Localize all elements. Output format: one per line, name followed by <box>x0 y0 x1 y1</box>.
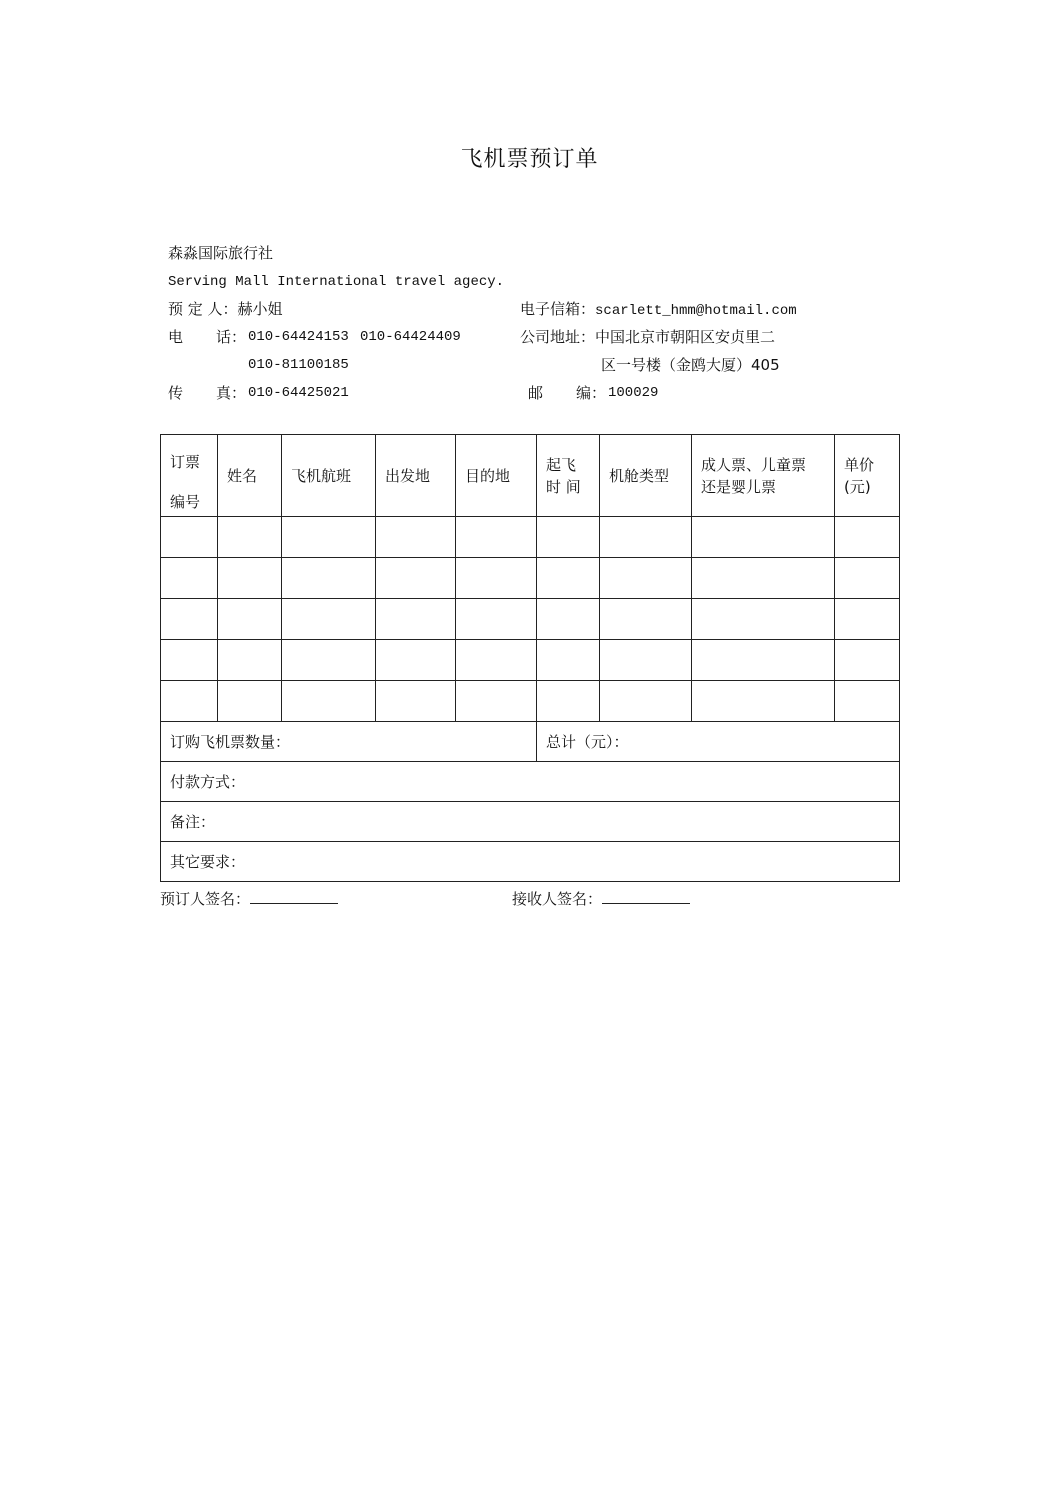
table-row <box>161 517 900 558</box>
table-row <box>161 558 900 599</box>
cell-destination[interactable] <box>456 599 537 640</box>
cell-cabin[interactable] <box>600 599 692 640</box>
cell-destination[interactable] <box>456 558 537 599</box>
cell-origin[interactable] <box>376 517 456 558</box>
header-origin: 出发地 <box>376 435 456 517</box>
phone-label-1: 电 <box>168 328 184 346</box>
other-requirements-cell[interactable]: 其它要求： <box>161 842 900 882</box>
cell-ticket-no[interactable] <box>161 681 218 722</box>
table-row <box>161 681 900 722</box>
booker-signature-label: 预订人签名： <box>160 890 251 908</box>
cell-flight[interactable] <box>282 681 376 722</box>
payment-row <box>161 762 900 802</box>
header-ticket-type-line2: 还是婴儿票 <box>701 477 777 496</box>
booking-table <box>160 434 900 882</box>
other-requirements-row <box>161 842 900 882</box>
cell-ticket-type[interactable] <box>692 558 835 599</box>
table-row <box>161 599 900 640</box>
booker-signature-line[interactable] <box>250 889 338 904</box>
cell-depart-time[interactable] <box>537 558 600 599</box>
address-label: 公司地址： <box>520 328 596 346</box>
cell-name[interactable] <box>218 558 282 599</box>
header-ticket-type-line1: 成人票、儿童票 <box>701 455 807 474</box>
cell-depart-time[interactable] <box>537 517 600 558</box>
cell-flight[interactable] <box>282 558 376 599</box>
receiver-signature-line[interactable] <box>602 889 690 904</box>
email-value: scarlett_hmm@hotmail.com <box>595 303 797 319</box>
header-price <box>835 435 900 517</box>
cell-origin[interactable] <box>376 681 456 722</box>
cell-ticket-type[interactable] <box>692 681 835 722</box>
cell-depart-time[interactable] <box>537 640 600 681</box>
cell-ticket-no[interactable] <box>161 599 218 640</box>
cell-cabin[interactable] <box>600 558 692 599</box>
cell-ticket-type[interactable] <box>692 517 835 558</box>
phone-value-3: 010-81100185 <box>248 357 349 373</box>
address-line-2: 区一号楼（金鸥大厦）405 <box>601 356 780 374</box>
remarks-cell[interactable]: 备注： <box>161 802 900 842</box>
cell-ticket-no[interactable] <box>161 517 218 558</box>
header-flight: 飞机航班 <box>282 435 376 517</box>
quantity-total-row <box>161 722 900 762</box>
booker-signature <box>160 889 338 909</box>
cell-flight[interactable] <box>282 517 376 558</box>
company-name-en: Serving Mall International travel agecy. <box>168 274 505 290</box>
cell-cabin[interactable] <box>600 681 692 722</box>
cell-price[interactable] <box>835 681 900 722</box>
cell-flight[interactable] <box>282 599 376 640</box>
cell-cabin[interactable] <box>600 640 692 681</box>
cell-origin[interactable] <box>376 640 456 681</box>
postcode-label-1: 邮 <box>528 384 544 402</box>
cell-origin[interactable] <box>376 599 456 640</box>
phone-value-2: 010-64424409 <box>360 329 461 345</box>
header-ticket-no <box>161 435 218 517</box>
booker-value: 赫小姐 <box>237 300 283 318</box>
postcode-value: 100029 <box>608 385 659 401</box>
cell-flight[interactable] <box>282 640 376 681</box>
header-price-line1: 单价 <box>844 455 875 474</box>
email-field <box>520 299 797 321</box>
address-field <box>520 327 775 347</box>
cell-destination[interactable] <box>456 640 537 681</box>
remarks-row <box>161 802 900 842</box>
header-ticket-type <box>692 435 835 517</box>
cell-price[interactable] <box>835 640 900 681</box>
cell-name[interactable] <box>218 517 282 558</box>
cell-cabin[interactable] <box>600 517 692 558</box>
table-row <box>161 640 900 681</box>
fax-value: 010-64425021 <box>248 385 349 401</box>
cell-origin[interactable] <box>376 558 456 599</box>
cell-ticket-type[interactable] <box>692 640 835 681</box>
receiver-signature <box>512 889 690 909</box>
cell-ticket-type[interactable] <box>692 599 835 640</box>
cell-depart-time[interactable] <box>537 681 600 722</box>
receiver-signature-label: 接收人签名： <box>512 890 603 908</box>
cell-destination[interactable] <box>456 517 537 558</box>
cell-ticket-no[interactable] <box>161 558 218 599</box>
payment-cell[interactable]: 付款方式： <box>161 762 900 802</box>
cell-ticket-no[interactable] <box>161 640 218 681</box>
cell-depart-time[interactable] <box>537 599 600 640</box>
postcode-label-2: 编： <box>576 384 607 402</box>
header-destination: 目的地 <box>456 435 537 517</box>
cell-destination[interactable] <box>456 681 537 722</box>
cell-price[interactable] <box>835 599 900 640</box>
cell-name[interactable] <box>218 681 282 722</box>
fax-label-2: 真： <box>216 384 247 402</box>
cell-price[interactable] <box>835 558 900 599</box>
phone-label-2: 话： <box>216 328 247 346</box>
total-cell[interactable]: 总计（元）： <box>537 722 900 762</box>
header-cabin: 机舱类型 <box>600 435 692 517</box>
header-ticket-no-line1: 订票 <box>170 453 201 471</box>
cell-name[interactable] <box>218 599 282 640</box>
document-title: 飞机票预订单 <box>460 147 599 172</box>
quantity-cell[interactable]: 订购飞机票数量： <box>161 722 537 762</box>
email-label: 电子信箱： <box>520 300 596 318</box>
header-ticket-no-line2: 编号 <box>170 493 201 511</box>
header-depart-line2: 时 间 <box>546 477 581 496</box>
header-depart-line1: 起飞 <box>546 455 577 474</box>
phone-value-1: 010-64424153 <box>248 329 349 345</box>
fax-label-1: 传 <box>168 384 184 402</box>
company-name-cn: 森淼国际旅行社 <box>168 244 274 262</box>
cell-price[interactable] <box>835 517 900 558</box>
table-header-row <box>161 435 900 517</box>
cell-name[interactable] <box>218 640 282 681</box>
header-name: 姓名 <box>218 435 282 517</box>
address-line-1: 中国北京市朝阳区安贞里二 <box>595 328 776 346</box>
booker-label: 预 定 人： <box>168 300 238 318</box>
header-depart-time <box>537 435 600 517</box>
header-price-line2: (元) <box>844 477 871 496</box>
booker-field <box>168 299 283 319</box>
table-body <box>161 517 900 722</box>
